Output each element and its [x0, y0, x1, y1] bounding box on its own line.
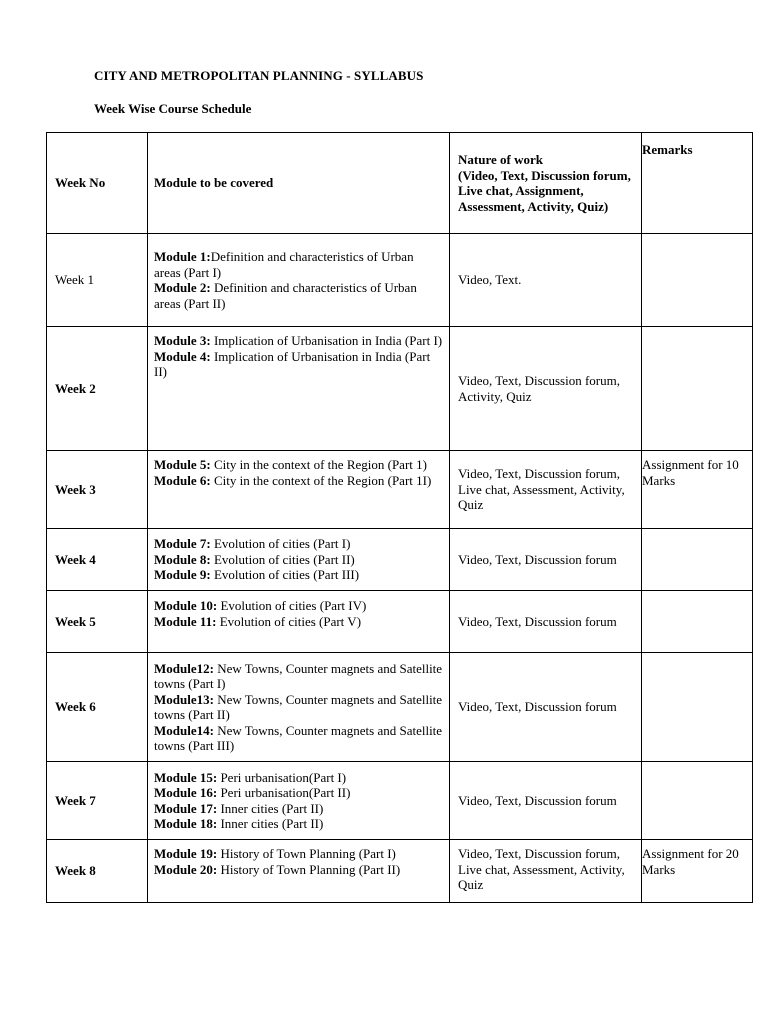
module-label: Module 2:: [154, 280, 211, 295]
module-item: [154, 785, 443, 801]
remarks-cell: [642, 653, 753, 762]
week-cell: Week 4: [47, 529, 148, 591]
document-subtitle: Week Wise Course Schedule: [94, 101, 252, 116]
module-text: Peri urbanisation(Part II): [217, 785, 351, 800]
table-row: [47, 529, 753, 591]
module-label: Module 20:: [154, 861, 218, 877]
module-label: Module 3:: [154, 333, 211, 348]
module-label: Module12:: [154, 660, 214, 676]
remarks-cell: [642, 234, 753, 327]
module-cell: [148, 451, 450, 529]
header-module: Module to be covered: [148, 133, 450, 234]
remarks-cell: [642, 529, 753, 591]
module-text: Definition and characteristics of Urban areas (Part I): [154, 249, 414, 280]
module-label: Module 4:: [154, 348, 211, 364]
week-cell: Week 6: [47, 653, 148, 762]
module-text: Evolution of cities (Part II): [210, 551, 355, 567]
module-text: Evolution of cities (Part I): [210, 536, 351, 552]
table-row: [47, 653, 753, 762]
module-item: [154, 349, 443, 380]
module-text: History of Town Planning (Part I): [217, 846, 396, 861]
week-cell: Week 2: [47, 327, 148, 451]
module-item: [154, 770, 443, 786]
module-label: Module 9:: [154, 567, 211, 583]
module-label: Module 8:: [154, 551, 211, 567]
module-label: Module 6:: [154, 472, 211, 488]
module-label: Module 16:: [154, 785, 218, 800]
module-text: Peri urbanisation(Part I): [217, 769, 347, 785]
module-label: Module13:: [154, 691, 214, 707]
nature-cell: Video, Text, Discussion forum, Live chat, Assessment, Activity, Quiz: [450, 451, 642, 529]
week-cell: Week 5: [47, 591, 148, 653]
module-item: [154, 598, 443, 614]
module-text: Inner cities (Part II): [217, 800, 324, 816]
module-item: [154, 552, 443, 568]
table-row: [47, 234, 753, 327]
module-text: Definition and characteristics of Urban areas (Part II): [154, 280, 417, 311]
nature-cell: Video, Text, Discussion forum, Live chat, Assessment, Activity, Quiz: [450, 840, 642, 903]
module-item: [154, 249, 443, 280]
module-cell: [148, 591, 450, 653]
header-week-no: Week No: [47, 133, 148, 234]
table-row: [47, 762, 753, 840]
module-cell: [148, 529, 450, 591]
module-item: [154, 536, 443, 552]
module-label: Module 11:: [154, 613, 217, 629]
header-nature-of-work: [450, 133, 642, 234]
module-cell: [148, 762, 450, 840]
remarks-cell: [642, 762, 753, 840]
module-text: Evolution of cities (Part IV): [217, 598, 367, 613]
module-text: Inner cities (Part II): [217, 816, 324, 831]
module-cell: [148, 327, 450, 451]
module-text: City in the context of the Region (Part 1I): [210, 472, 432, 488]
table-row: [47, 840, 753, 903]
remarks-cell: [642, 591, 753, 653]
table-row: [47, 451, 753, 529]
header-remarks: Remarks: [642, 133, 753, 234]
nature-cell: Video, Text.: [450, 234, 642, 327]
module-item: [154, 567, 443, 583]
remarks-cell: [642, 327, 753, 451]
module-item: [154, 862, 443, 878]
nature-cell: Video, Text, Discussion forum: [450, 591, 642, 653]
module-item: [154, 473, 443, 489]
week-cell: Week 3: [47, 451, 148, 529]
schedule-table: [46, 132, 753, 903]
module-item: [154, 457, 443, 473]
header-nature-title: Nature of work: [458, 152, 543, 167]
remarks-cell: Assignment for 10 Marks: [642, 451, 753, 529]
module-item: [154, 816, 443, 832]
nature-cell: Video, Text, Discussion forum: [450, 653, 642, 762]
module-text: History of Town Planning (Part II): [217, 861, 401, 877]
module-text: New Towns, Counter magnets and Satellite towns (Part I): [154, 660, 443, 691]
module-item: [154, 661, 443, 692]
module-label: Module 18:: [154, 816, 218, 831]
module-item: [154, 692, 443, 723]
module-cell: [148, 840, 450, 903]
module-label: Module 10:: [154, 598, 218, 613]
table-header-row: [47, 133, 753, 234]
module-text: City in the context of the Region (Part 1): [210, 457, 427, 472]
week-cell: Week 8: [47, 840, 148, 903]
document-title: CITY AND METROPOLITAN PLANNING - SYLLABUS: [94, 68, 424, 83]
module-item: [154, 801, 443, 817]
module-label: Module14:: [154, 722, 214, 738]
week-cell: Week 7: [47, 762, 148, 840]
module-text: Evolution of cities (Part III): [210, 567, 360, 583]
module-item: [154, 614, 443, 630]
module-label: Module 15:: [154, 769, 218, 785]
nature-cell: Video, Text, Discussion forum: [450, 529, 642, 591]
module-item: [154, 333, 443, 349]
module-label: Module 1:: [154, 249, 211, 264]
module-text: Evolution of cities (Part V): [216, 613, 362, 629]
module-label: Module 7:: [154, 536, 211, 552]
remarks-cell: Assignment for 20 Marks: [642, 840, 753, 903]
module-label: Module 5:: [154, 457, 211, 472]
table-row: [47, 591, 753, 653]
module-cell: [148, 234, 450, 327]
module-text: New Towns, Counter magnets and Satellite towns (Part III): [154, 722, 443, 753]
module-text: Implication of Urbanisation in India (Part II): [154, 348, 431, 379]
table-row: [47, 327, 753, 451]
module-item: [154, 723, 443, 754]
module-text: Implication of Urbanisation in India (Part I): [210, 333, 443, 348]
nature-cell: Video, Text, Discussion forum, Activity, Quiz: [450, 327, 642, 451]
module-cell: [148, 653, 450, 762]
module-text: New Towns, Counter magnets and Satellite towns (Part II): [154, 691, 443, 722]
module-label: Module 19:: [154, 846, 218, 861]
module-item: [154, 280, 443, 311]
module-label: Module 17:: [154, 800, 218, 816]
header-nature-options: (Video, Text, Discussion forum, Live chat, Assignment, Assessment, Activity, Quiz): [458, 167, 631, 214]
module-item: [154, 846, 443, 862]
week-cell: Week 1: [47, 234, 148, 327]
nature-cell: Video, Text, Discussion forum: [450, 762, 642, 840]
